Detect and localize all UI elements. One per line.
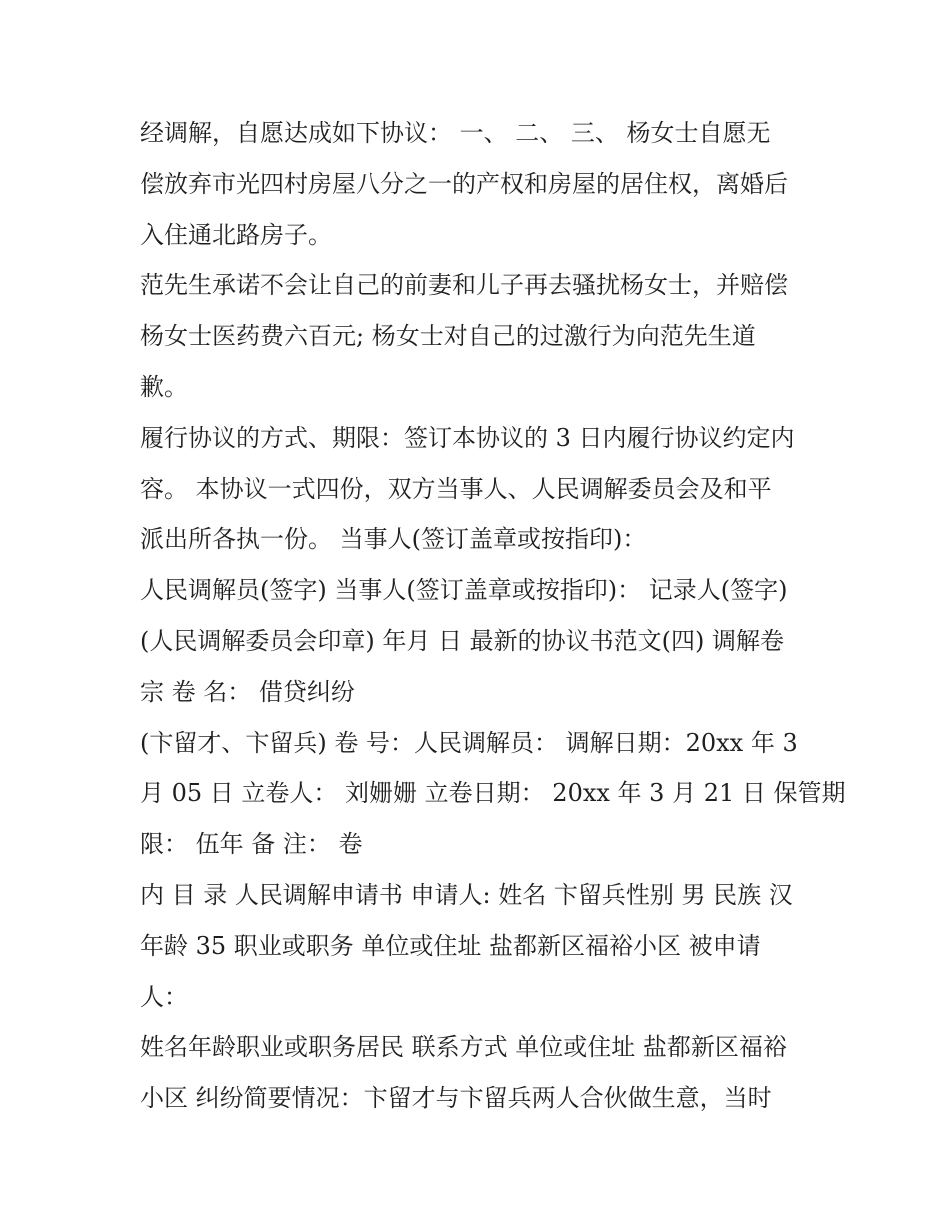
text-line: 履行协议的方式、期限：签订本协议的 3 日内履行协议约定内: [140, 423, 795, 452]
text-line: 经调解，自愿达成如下协议： 一、 二、 三、 杨女士自愿无: [140, 119, 771, 147]
text-line: 限： 伍年 备 注： 卷: [140, 830, 363, 859]
text-line: 容。 本协议一式四份，双方当事人、人民调解委员会及和平: [140, 474, 772, 503]
text-line: 小区 纠纷简要情况：卞留才与卞留兵两人合伙做生意，当时: [140, 1084, 772, 1113]
text-line: (卞留才、卞留兵) 卷 号：人民调解员： 调解日期：20xx 年 3: [140, 728, 798, 757]
text-line: 月 05 日 立卷人： 刘姗姗 立卷日期： 20xx 年 3 月 21 日 保管期: [140, 779, 846, 808]
text-line: 杨女士医药费六百元; 杨女士对自己的过激行为向范先生道: [140, 322, 756, 351]
text-line: 人民调解员(签字) 当事人(签订盖章或按指印)： 记录人(签字): [140, 576, 788, 605]
text-line: 范先生承诺不会让自己的前妻和儿子再去骚扰杨女士，并赔偿: [140, 271, 788, 300]
text-line: 内 目 录 人民调解申请书 申请人: 姓名 卞留兵性别 男 民族 汉: [140, 880, 793, 909]
text-line: 姓名年龄职业或职务居民 联系方式 单位或住址 盐都新区福裕: [140, 1033, 787, 1062]
text-line: 年龄 35 职业或职务 单位或住址 盐都新区福裕小区 被申请: [140, 931, 761, 960]
document-body: [140, 108, 846, 1124]
text-line: (人民调解委员会印章) 年月 日 最新的协议书范文(四) 调解卷: [140, 626, 784, 655]
text-line: 偿放弃市光四村房屋八分之一的产权和房屋的居住权，离婚后: [140, 169, 788, 198]
text-line: 派出所各执一份。 当事人(签订盖章或按指印)：: [140, 525, 647, 554]
text-line: 宗 卷 名： 借贷纠纷: [140, 677, 355, 706]
text-line: 歉。: [140, 372, 188, 401]
text-line: 入住通北路房子。: [140, 220, 332, 249]
text-line: 人：: [140, 982, 188, 1011]
